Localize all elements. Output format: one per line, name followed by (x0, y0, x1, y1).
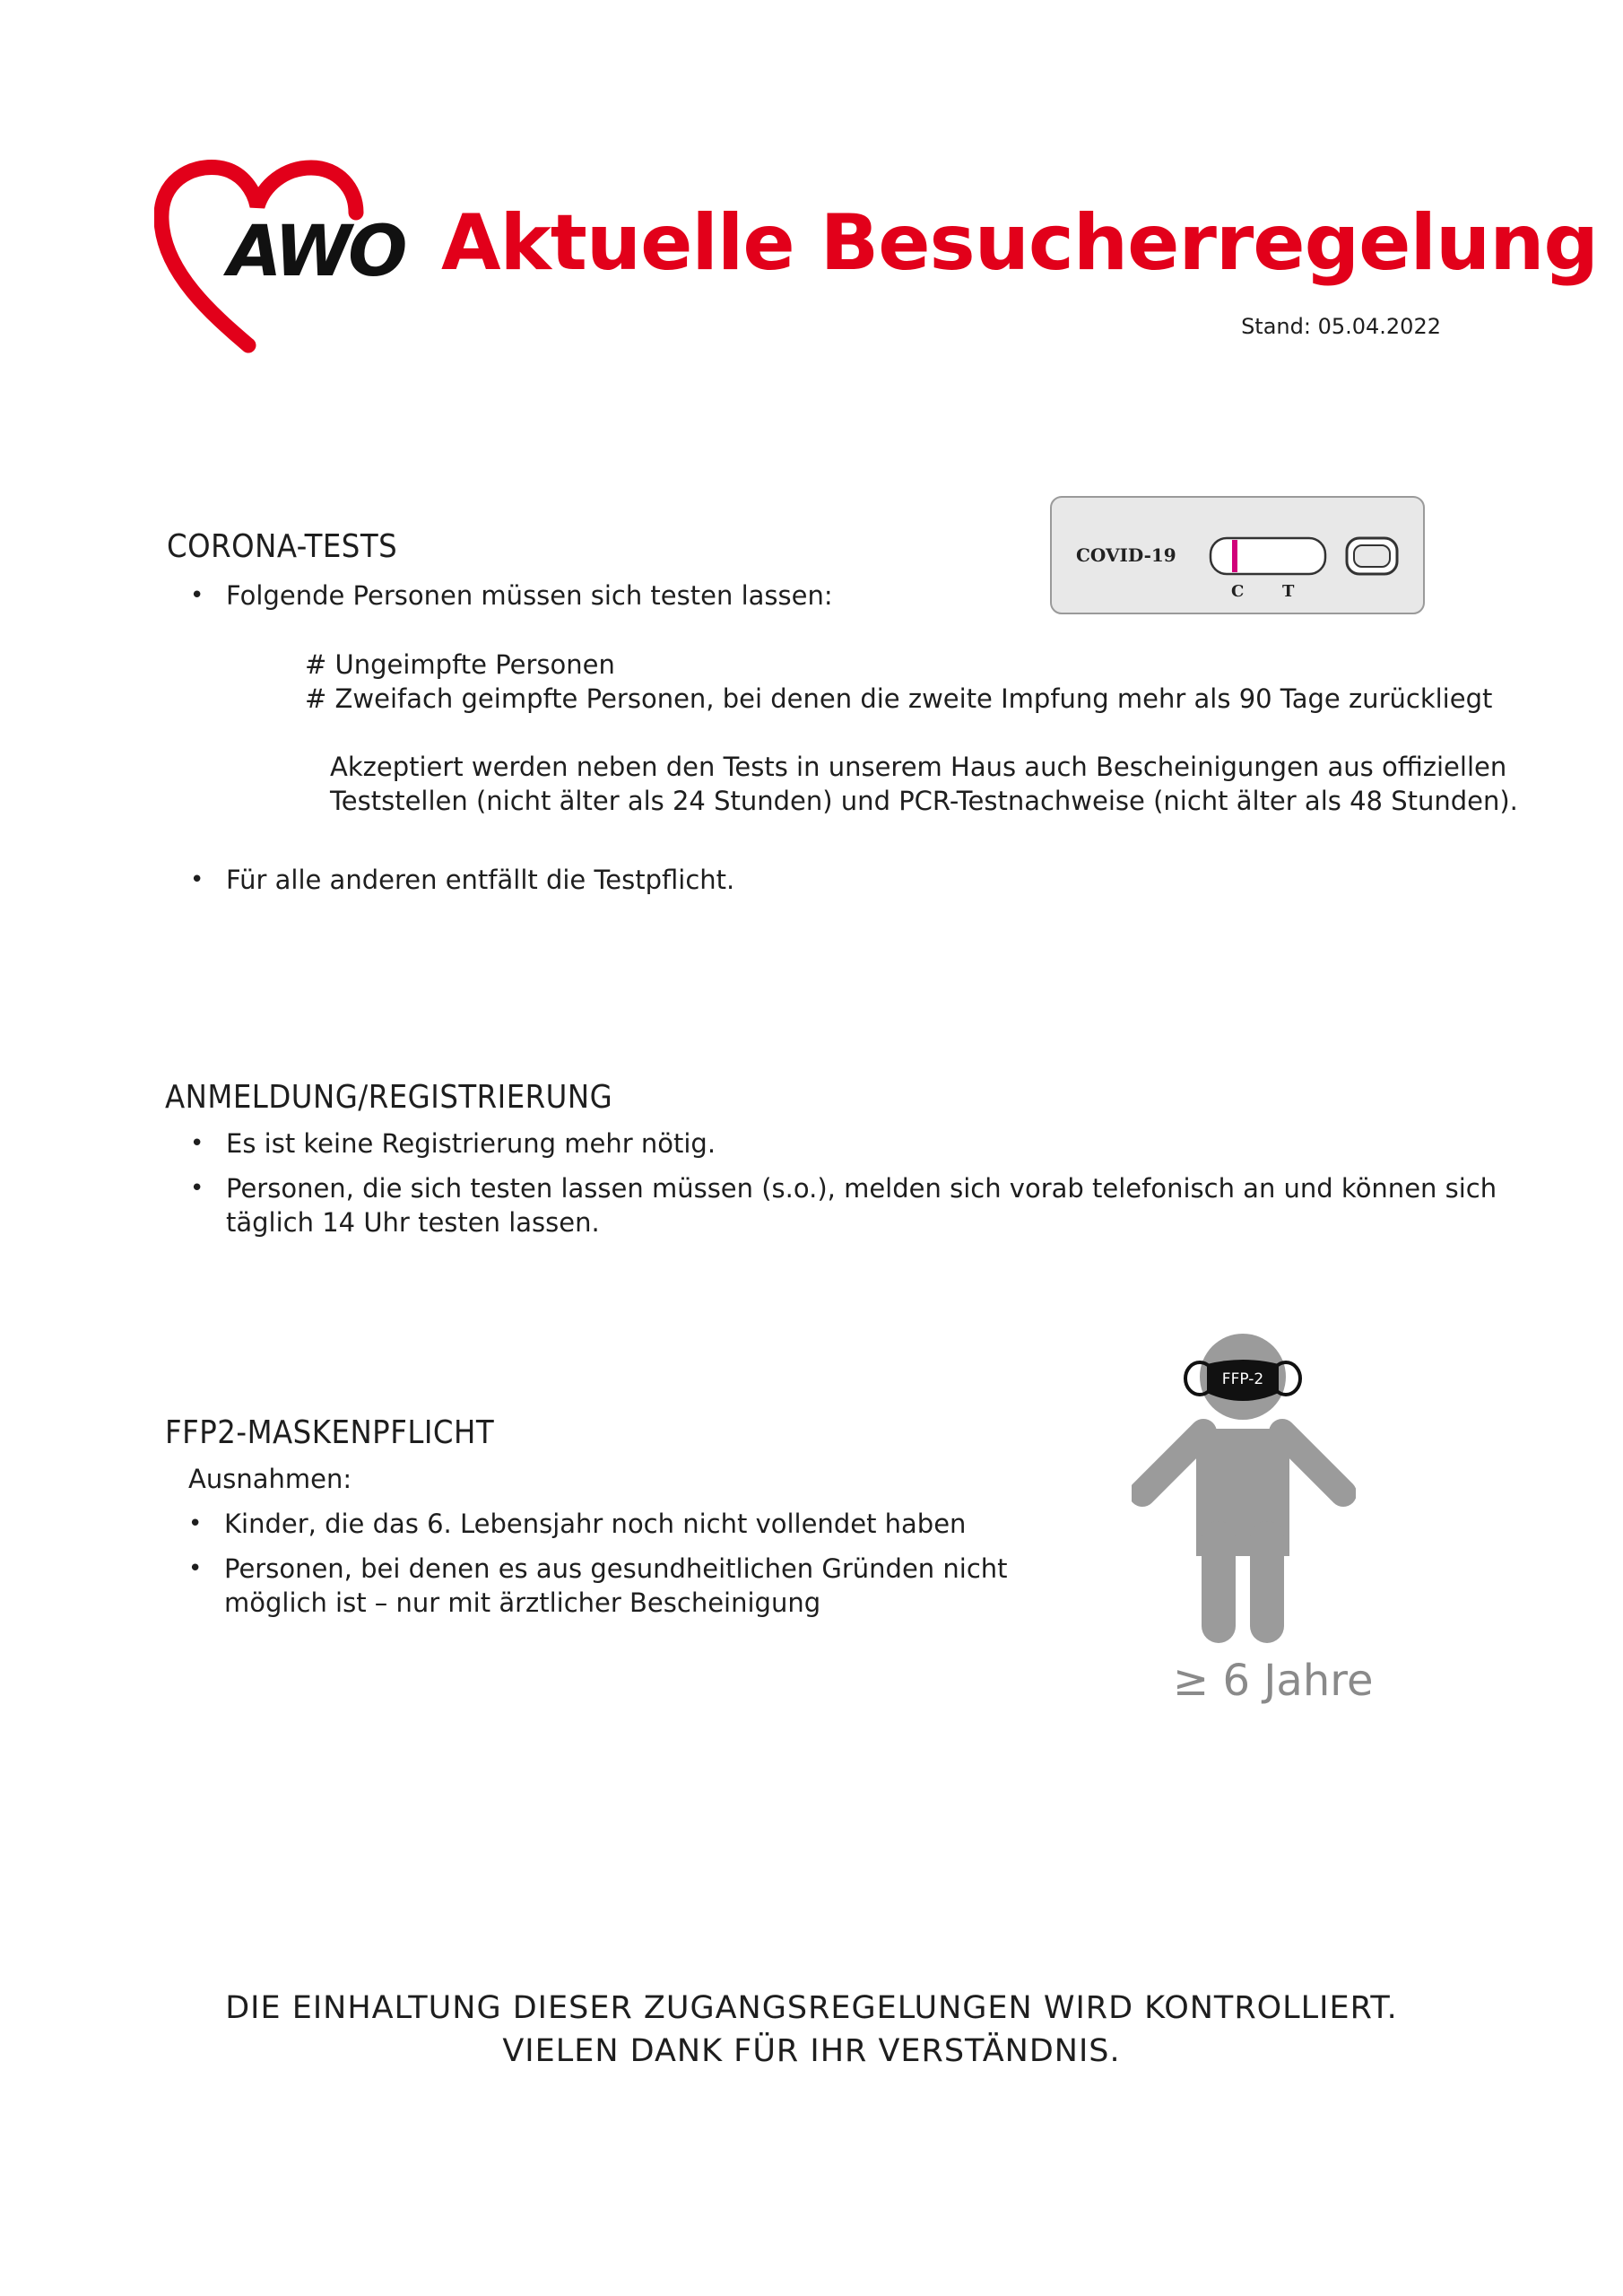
awo-logo (154, 157, 410, 354)
list-item: • Es ist keine Registrierung mehr nötig. (190, 1128, 716, 1159)
person-with-mask-icon (1132, 1323, 1356, 1646)
note-line: Teststellen (nicht älter als 24 Stunden) und PCR-Testnachweise (nicht älter als 48 Stunden). (330, 786, 1518, 816)
exceptions-intro: Ausnahmen: (188, 1464, 352, 1494)
bullet-icon: • (190, 582, 204, 609)
mask-heading: FFP2-MASKENPFLICHT (165, 1414, 495, 1451)
list-item: • Kinder, die das 6. Lebensjahr noch nicht vollendet haben (188, 1509, 967, 1539)
sub-item-double-vaccinated: # Zweifach geimpfte Personen, bei denen die zweite Impfung mehr als 90 Tage zurückliegt (305, 683, 1493, 714)
bullet-icon: • (190, 1130, 204, 1157)
page-title: Aktuelle Besucherregelung (441, 198, 1598, 288)
list-item: • Für alle anderen entfällt die Testpflicht. (190, 865, 735, 895)
sub-item-unvaccinated: # Ungeimpfte Personen (305, 649, 615, 680)
device-t-label: T (1282, 582, 1295, 601)
logo-text: AWO (228, 212, 404, 292)
list-item: • Personen, bei denen es aus gesundheitlichen Gründen nicht möglich ist – nur mit ärztlicher Bescheinigung (188, 1553, 1008, 1618)
list-item: • Personen, die sich testen lassen müssen (s.o.), melden sich vorab telefonisch an und können sich täglich 14 Uhr testen lassen. (190, 1173, 1497, 1238)
device-c-label: C (1231, 582, 1245, 601)
bullet-icon: • (190, 866, 204, 893)
bullet-icon: • (188, 1510, 203, 1537)
stand-date: Stand: 05.04.2022 (1241, 314, 1441, 339)
bullet-icon: • (190, 1175, 204, 1202)
note-line: Akzeptiert werden neben den Tests in unserem Haus auch Bescheinigungen aus offiziellen (330, 752, 1507, 782)
list-item: • Folgende Personen müssen sich testen lassen: (190, 580, 833, 611)
bullet-icon: • (188, 1555, 203, 1582)
footer-line-2: VIELEN DANK FÜR IHR VERSTÄNDNIS. (502, 2033, 1121, 2069)
device-label: COVID-19 (1076, 544, 1176, 566)
footer-line-1: DIE EINHALTUNG DIESER ZUGANGSREGELUNGEN WIRD KONTROLLIERT. (225, 1990, 1398, 2026)
corona-tests-heading: CORONA-TESTS (167, 528, 398, 565)
mask-label: FFP-2 (1221, 1370, 1264, 1388)
registration-heading: ANMELDUNG/REGISTRIERUNG (165, 1079, 613, 1116)
age-label: ≥ 6 Jahre (1173, 1656, 1374, 1706)
